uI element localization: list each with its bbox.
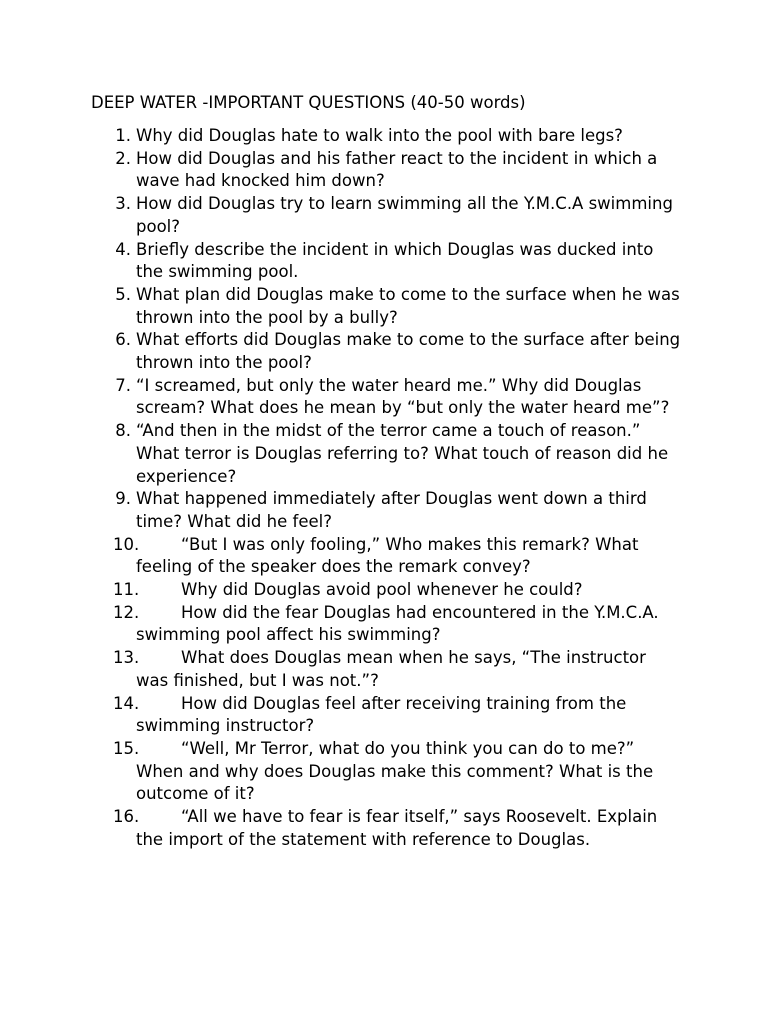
question-item bbox=[0, 193, 681, 238]
question-number: 7. bbox=[115, 375, 131, 395]
question-item bbox=[0, 738, 681, 806]
question-number: 13. bbox=[113, 648, 140, 668]
question-item bbox=[0, 693, 681, 738]
question-number: 5. bbox=[115, 284, 131, 304]
question-number: 2. bbox=[115, 148, 131, 168]
question-number: 4. bbox=[115, 239, 131, 259]
question-item bbox=[0, 420, 681, 488]
question-item bbox=[0, 329, 681, 374]
question-text: “All we have to fear is fear itself,” says Roosevelt. Explain the import of the statement with reference to Douglas. bbox=[136, 807, 658, 849]
question-number: 14. bbox=[113, 693, 140, 713]
question-text: “Well, Mr Terror, what do you think you can do to me?” When and why does Douglas make this comment? What is the outcome of it? bbox=[136, 738, 654, 804]
question-number: 6. bbox=[115, 330, 131, 350]
question-number: 1. bbox=[115, 126, 131, 145]
question-text: Why did Douglas avoid pool whenever he could? bbox=[181, 580, 583, 600]
question-text: How did Douglas feel after receiving training from the swimming instructor? bbox=[136, 693, 627, 736]
question-text: What happened immediately after Douglas went down a third time? What did he feel? bbox=[136, 489, 647, 531]
question-text: What does Douglas mean when he says, “The instructor was finished, but I was not.”? bbox=[136, 648, 646, 690]
question-number: 16. bbox=[113, 807, 140, 827]
question-number: 15. bbox=[113, 738, 140, 758]
question-number: 10. bbox=[113, 534, 140, 554]
question-number: 8. bbox=[115, 421, 131, 441]
question-item bbox=[0, 375, 681, 420]
question-text: “I screamed, but only the water heard me.” Why did Douglas scream? What does he mean by “but only the water heard me”? bbox=[136, 375, 670, 418]
question-item bbox=[0, 148, 681, 193]
question-number: 3. bbox=[115, 194, 131, 214]
question-text: How did Douglas and his father react to the incident in which a wave had knocked him down? bbox=[136, 148, 658, 191]
question-item bbox=[0, 239, 681, 284]
question-text: “And then in the midst of the terror came a touch of reason.” What terror is Douglas referring to? What touch of reason did he experience? bbox=[136, 421, 669, 486]
question-list bbox=[0, 125, 768, 852]
question-number: 11. bbox=[113, 580, 140, 600]
document-title: DEEP WATER -IMPORTANT QUESTIONS (40-50 words) bbox=[91, 93, 526, 112]
question-text: “But I was only fooling,” Who makes this remark? What feeling of the speaker does the remark convey? bbox=[136, 534, 639, 577]
question-text: What plan did Douglas make to come to the surface when he was thrown into the pool by a bully? bbox=[136, 284, 680, 327]
question-text: Why did Douglas hate to walk into the pool with bare legs? bbox=[136, 126, 623, 145]
question-number: 12. bbox=[113, 602, 140, 622]
question-item bbox=[0, 488, 681, 533]
question-text: How did Douglas try to learn swimming all the Y.M.C.A swimming pool? bbox=[136, 194, 673, 236]
question-item bbox=[0, 534, 681, 579]
question-item bbox=[0, 125, 681, 148]
question-number: 9. bbox=[115, 489, 131, 509]
question-item bbox=[0, 647, 681, 692]
question-item bbox=[0, 602, 681, 647]
question-text: What efforts did Douglas make to come to the surface after being thrown into the pool? bbox=[136, 330, 681, 373]
question-item bbox=[0, 579, 681, 602]
question-item bbox=[0, 806, 681, 851]
question-item bbox=[0, 284, 681, 329]
question-text: Briefly describe the incident in which Douglas was ducked into the swimming pool. bbox=[136, 239, 654, 282]
question-text: How did the fear Douglas had encountered in the Y.M.C.A. swimming pool affect his swimming? bbox=[136, 602, 659, 645]
